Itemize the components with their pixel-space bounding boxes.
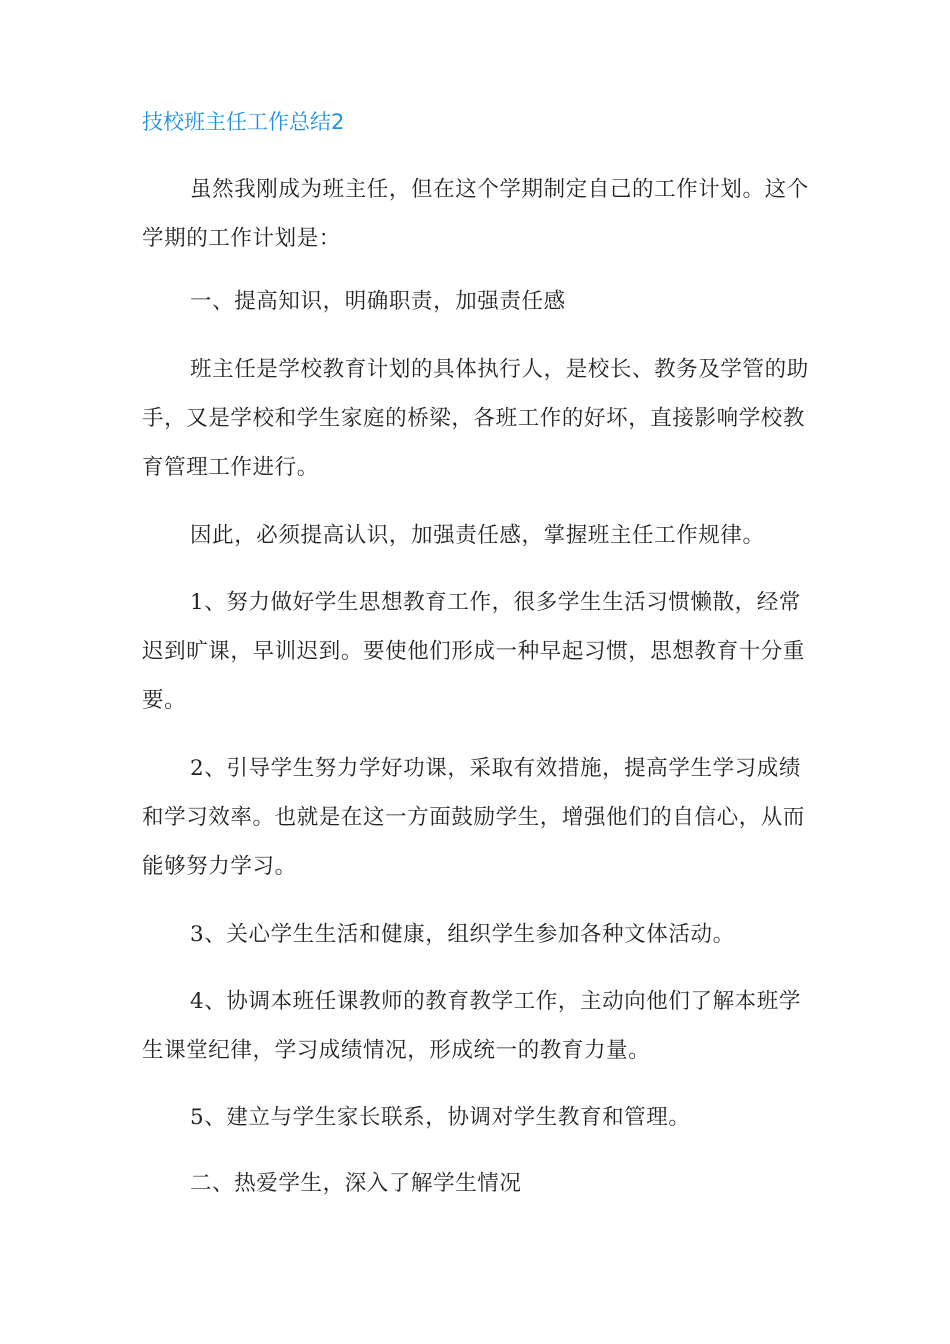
list-item-4: 4、协调本班任课教师的教育教学工作，主动向他们了解本班学生课堂纪律，学习成绩情况，形成统一的教育力量。 [142,989,801,1063]
paragraph-role: 班主任是学校教育计划的具体执行人，是校长、教务及学管的助手，又是学校和学生家庭的桥梁，各班工作的好坏，直接影响学校教育管理工作进行。 [142,357,809,480]
list-item-5: 5、建立与学生家长联系，协调对学生教育和管理。 [190,1105,691,1130]
list-item-1: 1、努力做好学生思想教育工作，很多学生生活习惯懒散，经常迟到旷课，早训迟到。要使他们形成一种早起习惯，思想教育十分重要。 [142,590,806,713]
list-item-2: 2、引导学生努力学好功课，采取有效措施，提高学生学习成绩和学习效率。也就是在这一方面鼓励学生，增强他们的自信心，从而能够努力学习。 [142,756,806,879]
paragraph-intro: 虽然我刚成为班主任，但在这个学期制定自己的工作计划。这个学期的工作计划是： [142,177,809,251]
section-heading-2: 二、热爱学生，深入了解学生情况 [190,1171,522,1196]
section-heading-1: 一、提高知识，明确职责，加强责任感 [190,289,566,314]
paragraph-therefore: 因此，必须提高认识，加强责任感，掌握班主任工作规律。 [190,523,765,548]
list-item-3: 3、关心学生生活和健康，组织学生参加各种文体活动。 [190,922,735,947]
document-title: 技校班主任工作总结2 [142,110,345,134]
